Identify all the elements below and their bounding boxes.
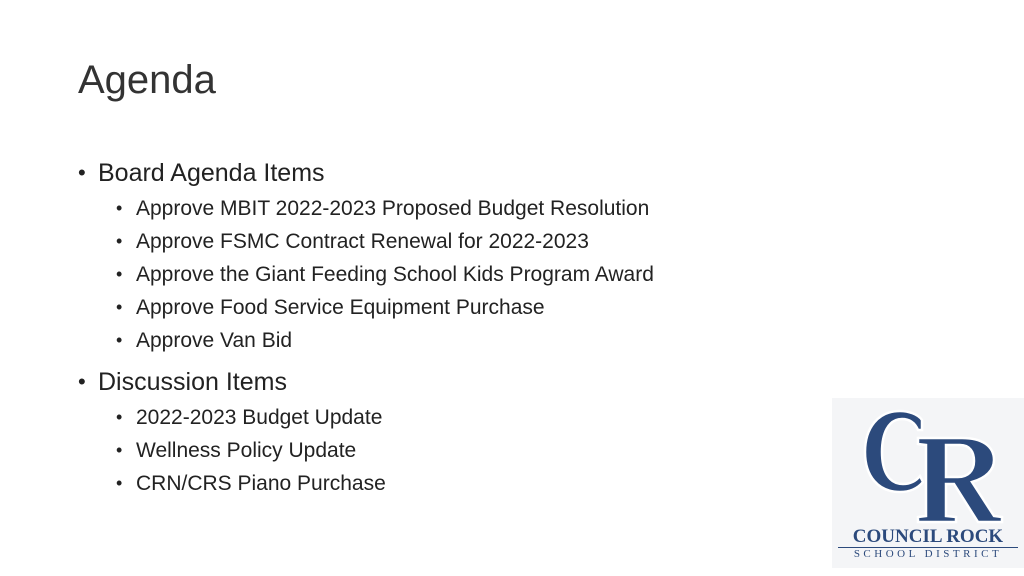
list-item: • 2022-2023 Budget Update — [116, 401, 838, 434]
list-item: • Approve the Giant Feeding School Kids Program Award — [116, 258, 838, 291]
logo-name: COUNCIL ROCK — [852, 526, 1004, 547]
list-item: • CRN/CRS Piano Purchase — [116, 467, 838, 500]
section-heading: • Board Agenda Items — [78, 156, 838, 190]
section-board-agenda-items — [78, 156, 838, 357]
council-rock-logo — [832, 398, 1024, 568]
sub-list — [116, 401, 838, 500]
logo-subtitle: SCHOOL DISTRICT — [853, 548, 1003, 560]
list-item: • Approve Van Bid — [116, 324, 838, 357]
sub-list — [116, 192, 838, 357]
list-item: • Approve MBIT 2022-2023 Proposed Budget Resolution — [116, 192, 838, 225]
section-heading: • Discussion Items — [78, 365, 838, 399]
list-item: • Approve Food Service Equipment Purchase — [116, 291, 838, 324]
agenda-list — [78, 156, 838, 508]
list-item: • Wellness Policy Update — [116, 434, 838, 467]
section-discussion-items — [78, 365, 838, 500]
slide-title: Agenda — [78, 58, 216, 102]
list-item: • Approve FSMC Contract Renewal for 2022-2023 — [116, 225, 838, 258]
cr-monogram-icon — [860, 406, 1010, 524]
